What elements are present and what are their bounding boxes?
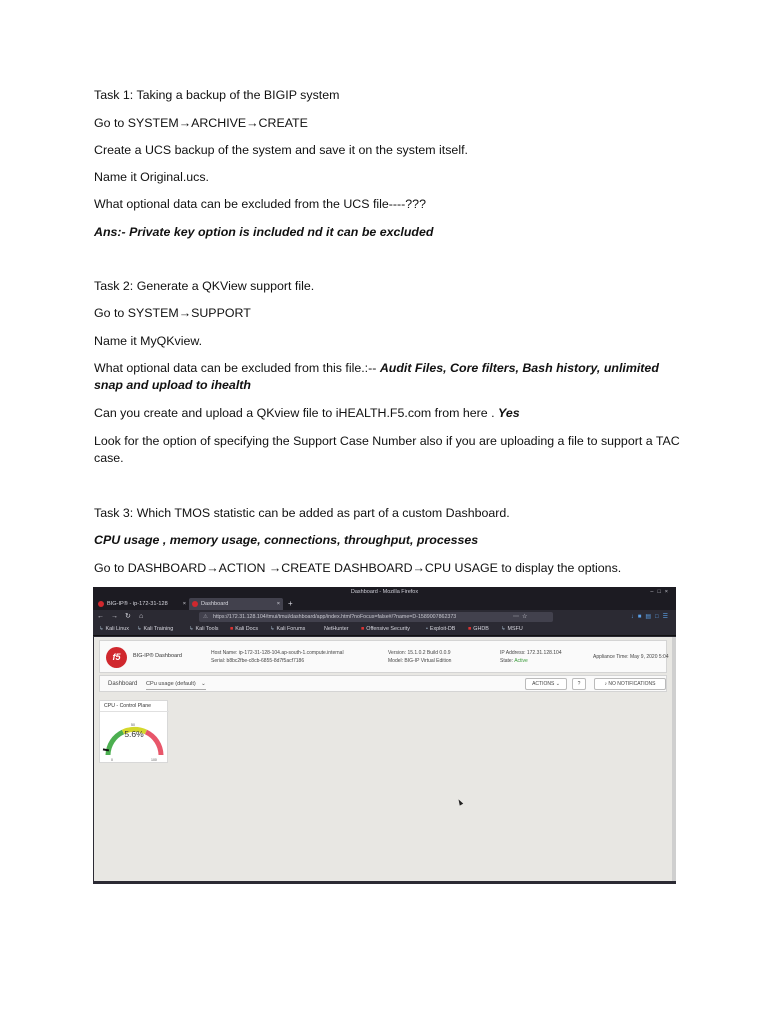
task2-step-name: Name it MyQKview. (94, 334, 203, 348)
bookmark-label: Kali Forums (276, 626, 306, 632)
task3-step-dashboard: Go to DASHBOARD→ACTION →CREATE DASHBOARD→CPU USAGE to display the options. (94, 561, 622, 575)
url-bar[interactable] (199, 612, 553, 622)
bookmark-item[interactable] (99, 624, 129, 635)
ghdb-icon: ■ (468, 626, 472, 632)
tab-close-icon[interactable]: × (276, 601, 280, 607)
dashboard-select-value: CPu usage (default) (146, 681, 196, 687)
appliance-time: Appliance Time: May 9, 2020 5:04 (593, 654, 669, 660)
forward-icon[interactable]: → (111, 613, 118, 620)
task1-step-archive: Go to SYSTEM→ARCHIVE→CREATE (94, 116, 308, 130)
tab-close-icon[interactable]: × (182, 601, 186, 607)
kali-icon: ↳ (99, 626, 104, 632)
actions-button-label: ACTIONS (532, 681, 555, 687)
task2-step-support: Go to SYSTEM→SUPPORT (94, 306, 251, 320)
url-text: https://172.31.128.104/tmui/tmui/dashboard/app/index.html?noFocus=false#/?name=D-1589007862373 (213, 614, 457, 620)
bigip-page (94, 637, 672, 881)
notifications-button[interactable] (594, 678, 666, 690)
f5-favicon-icon (192, 601, 198, 607)
task2-question2 (94, 405, 684, 422)
gauge-tick-mid: 50 (131, 723, 135, 727)
bookmark-item[interactable] (426, 624, 455, 635)
task2-answer: Audit Files, Core filters, Bash history, unlimited snap and upload to ihealth (94, 361, 659, 392)
gauge-green-arc (108, 732, 123, 755)
task1-heading: Task 1: Taking a backup of the BIGIP system (94, 88, 340, 102)
kali-icon: ↳ (189, 626, 194, 632)
task1-answer: Ans:- Private key option is included nd it can be excluded (94, 225, 434, 239)
bookmark-label: Kali Training (143, 626, 174, 632)
version: Version: 15.1.0.2 Build 0.0.9 (388, 650, 451, 656)
task2-heading: Task 2: Generate a QKView support file. (94, 279, 315, 293)
ip-info (500, 649, 562, 665)
task2-question (94, 360, 684, 394)
task3-answer: CPU usage , memory usage, connections, throughput, processes (94, 533, 479, 547)
app-name: BIG-IP® Dashboard (133, 653, 182, 659)
gauge-tick-max: 100 (151, 758, 157, 762)
home-icon[interactable]: ⌂ (139, 613, 144, 620)
exploitdb-icon: • (426, 626, 428, 632)
host-info (211, 649, 344, 665)
actions-button[interactable] (525, 678, 567, 690)
bookmark-item[interactable] (137, 624, 173, 635)
f5-favicon-icon (98, 601, 104, 607)
bookmark-label: Kali Docs (235, 626, 259, 632)
host-name: Host Name: ip-172-31-128-104.ap-south-1.compute.internal (211, 650, 344, 656)
bookmark-label: NetHunter (324, 626, 349, 632)
kali-docs-icon: ■ (230, 626, 234, 632)
help-button[interactable]: ? (572, 678, 586, 690)
cpu-widget[interactable] (99, 700, 168, 763)
version-info (388, 649, 451, 665)
f5-logo: f5 (106, 647, 127, 668)
task2-question2-text: Can you create and upload a QKview file to iHEALTH.F5.com from here . (94, 406, 499, 420)
serial: Serial: b8bc2fbe-c8cb-6855-8d7f5acf7186 (211, 658, 305, 664)
task1-question: What optional data can be excluded from the UCS file----??? (94, 197, 426, 211)
bookmark-item[interactable] (230, 624, 258, 635)
chevron-down-icon: ⌄ (201, 681, 206, 687)
dashboard-select[interactable] (146, 679, 206, 690)
task2-question-text: What optional data can be excluded from this file.:-- (94, 361, 380, 375)
bell-icon: ♪ (604, 681, 607, 687)
mouse-cursor-icon (457, 798, 463, 805)
bookmark-item[interactable] (270, 624, 305, 635)
state-value: Active (514, 658, 528, 664)
gauge-red-arc (146, 732, 161, 755)
window-title: Dashboard - Mozilla Firefox (350, 589, 419, 595)
bookmark-item[interactable] (501, 624, 523, 635)
bookmark-item[interactable] (324, 624, 349, 635)
browser-screenshot (93, 587, 676, 884)
cpu-gauge (102, 715, 167, 763)
kali-icon: ↳ (137, 626, 142, 632)
gauge-tick-min: 0 (111, 758, 113, 762)
dashboard-bar (99, 675, 667, 692)
bookmark-label: Kali Linux (105, 626, 129, 632)
back-icon[interactable]: ← (97, 613, 104, 620)
bookmark-label: MSFU (507, 626, 523, 632)
bookmark-item[interactable] (361, 624, 410, 635)
task1-step-create-ucs: Create a UCS backup of the system and save it on the system itself. (94, 143, 468, 157)
window-titlebar (93, 587, 676, 597)
tab-bigip[interactable] (95, 598, 189, 610)
page-actions-icon[interactable]: ⋯☆ (513, 614, 531, 620)
task3-heading: Task 3: Which TMOS statistic can be added as part of a custom Dashboard. (94, 506, 510, 520)
cpu-widget-title: CPU - Control Plane (100, 701, 169, 712)
nav-toolbar (93, 610, 676, 624)
model: Model: BIG-IP Virtual Edition (388, 658, 452, 664)
notifications-label: NO NOTIFICATIONS (608, 681, 656, 687)
task2-note: Look for the option of specifying the Support Case Number also if you are uploading a file to support a TAC case. (94, 434, 680, 465)
bookmark-label: GHDB (473, 626, 489, 632)
bookmark-item[interactable] (189, 624, 219, 635)
chevron-down-icon: ⌄ (555, 681, 560, 687)
tab-dashboard-label: Dashboard (201, 601, 229, 607)
kali-icon: ↳ (270, 626, 275, 632)
bookmarks-bar (93, 624, 676, 636)
offsec-icon: ■ (361, 626, 365, 632)
task2-answer2: Yes (498, 406, 520, 420)
bookmark-item[interactable] (468, 624, 489, 635)
new-tab-icon[interactable]: + (288, 599, 293, 608)
window-controls-icon[interactable]: –□× (650, 589, 672, 595)
state-label: State: (500, 658, 515, 664)
state (500, 657, 562, 665)
cpu-value: 5.6% (124, 729, 144, 739)
toolbar-icons[interactable]: ↓■▤□☰ (630, 614, 672, 620)
bookmark-label: Exploit-DB (429, 626, 456, 632)
tab-dashboard[interactable] (189, 598, 283, 610)
tab-bigip-label: BIG-IP® - ip-172-31-128 (107, 601, 168, 607)
f5-header (99, 640, 667, 673)
dashboard-label: Dashboard (108, 681, 138, 687)
ip-address: IP Address: 172.31.128.104 (500, 650, 562, 656)
bookmark-label: Offensive Security (366, 626, 410, 632)
msfu-icon: ↳ (501, 626, 506, 632)
scrollbar[interactable] (672, 637, 676, 881)
gauge-needle (103, 749, 109, 750)
bookmark-label: Kali Tools (195, 626, 219, 632)
lock-icon: ⚠ (203, 614, 208, 620)
task1-step-name: Name it Original.ucs. (94, 170, 209, 184)
reload-icon[interactable]: ↻ (125, 613, 131, 620)
tab-bar (93, 597, 676, 610)
